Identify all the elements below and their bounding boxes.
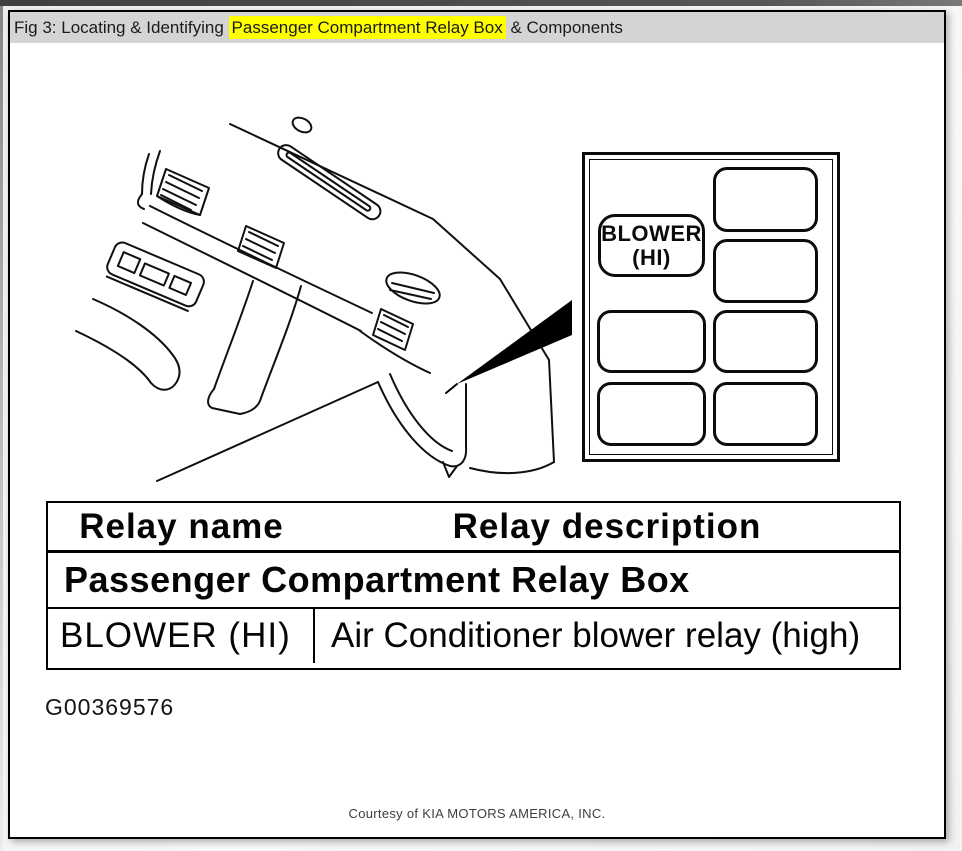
glove-box-outer	[378, 382, 466, 466]
relay-slot-empty	[713, 382, 818, 446]
console-diagonal	[157, 382, 378, 481]
relay-slot-blower-hi	[598, 214, 705, 277]
relay-name-header: Relay name	[79, 506, 284, 546]
figure-id: G00369576	[45, 694, 175, 720]
switch-panel	[103, 240, 206, 312]
relay-description-header: Relay description	[452, 506, 762, 546]
dash-top-edge	[230, 124, 500, 279]
defroster-vent	[275, 142, 383, 222]
kick-panel-edge	[500, 279, 554, 462]
relay-slot-empty	[713, 239, 818, 303]
relay-slot-label-line2: (HI)	[632, 244, 671, 270]
relay-slot-label-line1: BLOWER	[601, 221, 702, 247]
steering-column-left	[214, 281, 253, 389]
figure-title-prefix: Fig 3: Locating & Identifying	[14, 18, 229, 37]
a-pillar-line	[142, 154, 149, 194]
pointer-arrow-tip	[446, 384, 457, 393]
lower-left-contour	[76, 331, 151, 383]
window-left-edge	[0, 6, 3, 851]
dash-mid-upper-line	[150, 206, 372, 313]
steering-column-base	[208, 389, 261, 414]
relay-slot-empty	[597, 310, 706, 373]
relay-table-header	[48, 503, 899, 553]
figure-page	[8, 10, 946, 839]
steering-column-right	[261, 286, 301, 398]
left-vent	[157, 169, 209, 215]
relay-description-cell: Air Conditioner blower relay (high)	[331, 616, 861, 655]
pointer-arrow	[457, 300, 572, 384]
left-vent-louvers	[161, 175, 202, 210]
relay-slot-empty	[713, 167, 818, 232]
relay-slot-empty	[597, 382, 706, 446]
window-top-edge	[0, 0, 962, 6]
table-row	[48, 609, 899, 663]
dash-sensor-oval	[290, 115, 314, 136]
relay-table	[46, 501, 901, 670]
courtesy-line: Courtesy of KIA MOTORS AMERICA, INC.	[348, 806, 606, 821]
figure-title-suffix: & Components	[505, 18, 623, 37]
relay-box-diagram	[582, 152, 840, 462]
relay-name-cell: BLOWER (HI)	[48, 609, 315, 663]
a-pillar-line	[151, 151, 160, 194]
lower-left-curl	[151, 354, 179, 390]
glove-box-inner	[390, 374, 452, 451]
figure-title-highlight: Passenger Compartment Relay Box	[229, 16, 506, 39]
dash-oval-grille-lines	[390, 283, 434, 299]
relay-table-section-row: Passenger Compartment Relay Box	[48, 553, 899, 609]
kick-panel-bottom	[470, 462, 554, 473]
relay-slot-empty	[713, 310, 818, 373]
a-pillar-hook	[138, 194, 144, 209]
